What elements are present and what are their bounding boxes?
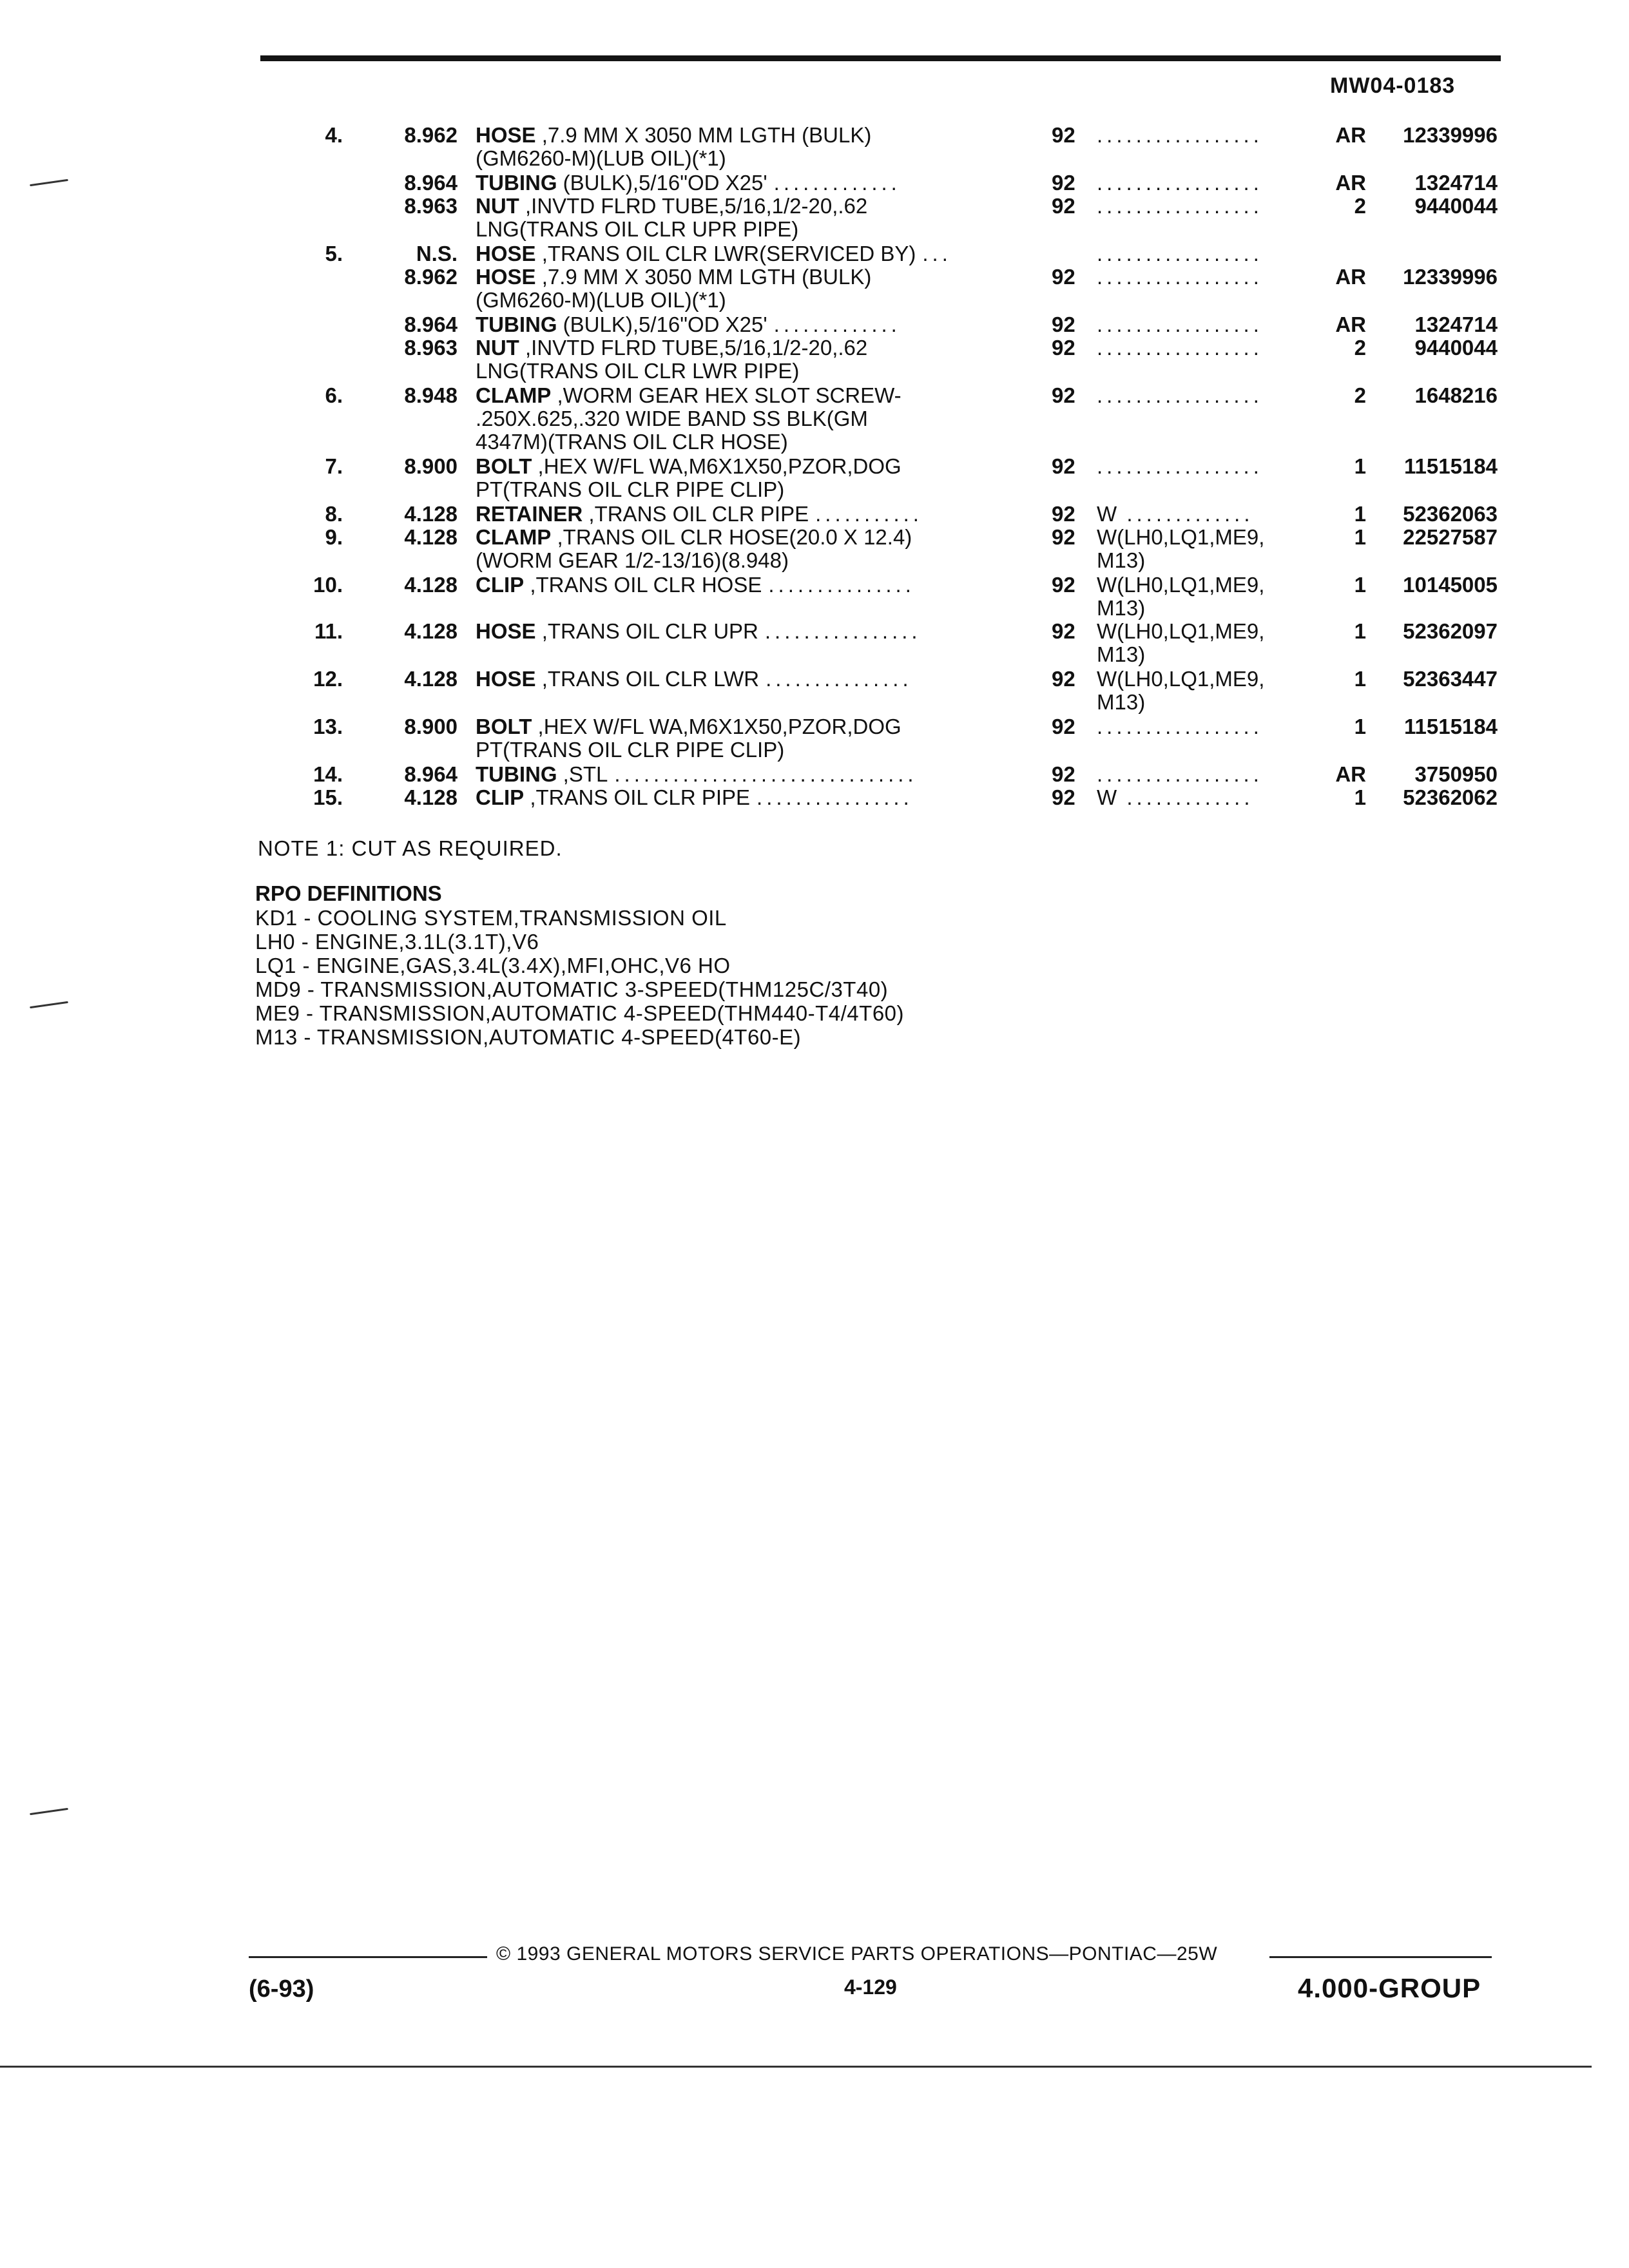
part-number: 9440044 bbox=[1414, 336, 1498, 360]
part-detail: ,TRANS OIL CLR PIPE bbox=[583, 502, 809, 526]
item-number: 9. bbox=[325, 525, 343, 549]
part-name: CLAMP bbox=[476, 383, 552, 407]
dot-leader: ................. bbox=[1097, 454, 1263, 478]
part-description bbox=[476, 737, 1001, 763]
application bbox=[1097, 642, 1309, 668]
part-detail: PT(TRANS OIL CLR PIPE CLIP) bbox=[476, 738, 785, 762]
group-number: 8.964 bbox=[404, 171, 458, 195]
group-number: 4.128 bbox=[404, 525, 458, 549]
item-number: 10. bbox=[313, 573, 343, 597]
model-year: 92 bbox=[1052, 123, 1075, 147]
part-description bbox=[476, 241, 1001, 267]
part-description bbox=[476, 122, 1001, 148]
part-detail: (WORM GEAR 1/2-13/16)(8.948) bbox=[476, 548, 789, 572]
group-number: 8.964 bbox=[404, 762, 458, 786]
application-code: W bbox=[1097, 785, 1117, 809]
part-name: TUBING bbox=[476, 312, 557, 336]
dot-leader: ............... bbox=[766, 667, 912, 691]
application bbox=[1097, 312, 1309, 338]
bottom-rule bbox=[0, 2066, 1592, 2068]
quantity: AR bbox=[1335, 762, 1366, 786]
model-year: 92 bbox=[1052, 336, 1075, 360]
part-description bbox=[476, 383, 1001, 408]
quantity: 1 bbox=[1354, 573, 1366, 597]
application-code: M13) bbox=[1097, 596, 1146, 620]
part-row bbox=[0, 595, 1629, 621]
part-description bbox=[476, 312, 1001, 338]
part-name: BOLT bbox=[476, 715, 532, 738]
part-row bbox=[0, 406, 1629, 432]
part-description bbox=[476, 335, 1001, 361]
part-detail: LNG(TRANS OIL CLR LWR PIPE) bbox=[476, 359, 800, 383]
part-description bbox=[476, 642, 1001, 668]
part-detail: ,STL bbox=[557, 762, 608, 786]
rpo-definition: ME9 - TRANSMISSION,AUTOMATIC 4-SPEED(THM440-T4/4T60) bbox=[255, 1001, 905, 1025]
part-number: 12339996 bbox=[1403, 123, 1498, 147]
application-code: M13) bbox=[1097, 642, 1146, 666]
quantity: 1 bbox=[1354, 525, 1366, 549]
part-number: 3750950 bbox=[1414, 762, 1498, 786]
part-number: 52362097 bbox=[1403, 619, 1498, 643]
rpo-definition: LQ1 - ENGINE,GAS,3.4L(3.4X),MFI,OHC,V6 HO bbox=[255, 954, 731, 977]
application bbox=[1097, 714, 1309, 740]
part-number: 11515184 bbox=[1403, 454, 1498, 478]
application bbox=[1097, 595, 1309, 621]
part-detail: (GM6260-M)(LUB OIL)(*1) bbox=[476, 288, 726, 312]
application bbox=[1097, 666, 1309, 692]
part-row bbox=[0, 737, 1629, 763]
part-description bbox=[476, 548, 1001, 573]
part-description bbox=[476, 287, 1001, 313]
part-detail: ,TRANS OIL CLR PIPE bbox=[524, 785, 751, 809]
model-year: 92 bbox=[1052, 715, 1075, 738]
part-row bbox=[0, 501, 1629, 527]
part-detail: ,HEX W/FL WA,M6X1X50,PZOR,DOG bbox=[532, 454, 901, 478]
quantity: 2 bbox=[1354, 383, 1366, 407]
dot-leader: ................. bbox=[1097, 312, 1263, 336]
part-description bbox=[476, 406, 1001, 432]
rpo-definition: M13 - TRANSMISSION,AUTOMATIC 4-SPEED(4T60-E) bbox=[255, 1025, 802, 1049]
item-number: 4. bbox=[325, 123, 343, 147]
quantity: 1 bbox=[1354, 785, 1366, 809]
dot-leader: ................. bbox=[1097, 715, 1263, 738]
application bbox=[1097, 241, 1309, 267]
application-code: W(LH0,LQ1,ME9, bbox=[1097, 667, 1265, 691]
part-description bbox=[476, 501, 1001, 527]
quantity: AR bbox=[1335, 171, 1366, 195]
part-row bbox=[0, 193, 1629, 219]
dot-leader: ................. bbox=[1097, 762, 1263, 786]
application bbox=[1097, 122, 1309, 148]
part-number: 1324714 bbox=[1414, 171, 1498, 195]
part-name: HOSE bbox=[476, 242, 536, 265]
quantity: 2 bbox=[1354, 194, 1366, 218]
item-number: 7. bbox=[325, 454, 343, 478]
footer-group: 4.000-GROUP bbox=[1298, 1973, 1481, 2003]
application bbox=[1097, 689, 1309, 715]
part-detail: (BULK),5/16"OD X25' bbox=[557, 171, 767, 195]
application bbox=[1097, 572, 1309, 598]
group-number: 4.128 bbox=[404, 667, 458, 691]
group-number: 8.962 bbox=[404, 265, 458, 289]
quantity: 2 bbox=[1354, 336, 1366, 360]
part-detail: (GM6260-M)(LUB OIL)(*1) bbox=[476, 146, 726, 170]
part-name: CLIP bbox=[476, 785, 525, 809]
part-description bbox=[476, 264, 1001, 290]
quantity: AR bbox=[1335, 265, 1366, 289]
application bbox=[1097, 335, 1309, 361]
part-row bbox=[0, 241, 1629, 267]
model-year: 92 bbox=[1052, 383, 1075, 407]
quantity: AR bbox=[1335, 312, 1366, 336]
dot-leader: ........... bbox=[815, 502, 923, 526]
application bbox=[1097, 193, 1309, 219]
part-description bbox=[476, 170, 1001, 196]
part-name: CLIP bbox=[476, 573, 525, 597]
dot-leader: ................. bbox=[1097, 336, 1263, 360]
quantity: AR bbox=[1335, 123, 1366, 147]
application-code: W(LH0,LQ1,ME9, bbox=[1097, 573, 1265, 597]
dot-leader: ................. bbox=[1097, 171, 1263, 195]
group-number: 8.963 bbox=[404, 336, 458, 360]
part-detail: LNG(TRANS OIL CLR UPR PIPE) bbox=[476, 217, 799, 241]
group-number: 8.964 bbox=[404, 312, 458, 336]
part-description bbox=[476, 595, 1001, 621]
part-detail: .250X.625,.320 WIDE BAND SS BLK(GM bbox=[476, 407, 868, 430]
quantity: 1 bbox=[1354, 454, 1366, 478]
part-name: BOLT bbox=[476, 454, 532, 478]
part-number: 11515184 bbox=[1403, 715, 1498, 738]
part-number: 22527587 bbox=[1403, 525, 1498, 549]
application bbox=[1097, 619, 1309, 644]
group-number: 8.900 bbox=[404, 454, 458, 478]
dot-leader: ................. bbox=[1097, 383, 1263, 407]
part-row bbox=[0, 477, 1629, 503]
part-description bbox=[476, 572, 1001, 598]
part-detail: ,TRANS OIL CLR LWR(SERVICED BY) bbox=[535, 242, 916, 265]
top-rule bbox=[260, 55, 1501, 61]
model-year: 92 bbox=[1052, 194, 1075, 218]
part-number: 10145005 bbox=[1403, 573, 1498, 597]
item-number: 8. bbox=[325, 502, 343, 526]
part-row bbox=[0, 429, 1629, 455]
application bbox=[1097, 501, 1309, 527]
part-description bbox=[476, 429, 1001, 455]
part-description bbox=[476, 785, 1001, 811]
application bbox=[1097, 785, 1309, 811]
quantity: 1 bbox=[1354, 619, 1366, 643]
part-detail: ,7.9 MM X 3050 MM LGTH (BULK) bbox=[535, 123, 872, 147]
part-detail: PT(TRANS OIL CLR PIPE CLIP) bbox=[476, 477, 785, 501]
part-row bbox=[0, 335, 1629, 361]
part-row bbox=[0, 122, 1629, 148]
scan-mark bbox=[30, 1001, 68, 1008]
part-number: 52362063 bbox=[1403, 502, 1498, 526]
application bbox=[1097, 454, 1309, 479]
quantity: 1 bbox=[1354, 715, 1366, 738]
rpo-definition: LH0 - ENGINE,3.1L(3.1T),V6 bbox=[255, 930, 539, 954]
footer-rule-left bbox=[249, 1956, 487, 1958]
part-row bbox=[0, 762, 1629, 787]
part-name: TUBING bbox=[476, 762, 557, 786]
part-number: 9440044 bbox=[1414, 194, 1498, 218]
item-number: 13. bbox=[313, 715, 343, 738]
part-row bbox=[0, 714, 1629, 740]
part-name: TUBING bbox=[476, 171, 557, 195]
model-year: 92 bbox=[1052, 762, 1075, 786]
dot-leader: ... bbox=[922, 242, 952, 265]
item-number: 6. bbox=[325, 383, 343, 407]
dot-leader: ................. bbox=[1097, 123, 1263, 147]
dot-leader: ................ bbox=[757, 785, 913, 809]
application-code: M13) bbox=[1097, 548, 1146, 572]
model-year: 92 bbox=[1052, 502, 1075, 526]
item-number: 11. bbox=[314, 619, 343, 643]
application-code: W(LH0,LQ1,ME9, bbox=[1097, 525, 1265, 549]
application bbox=[1097, 762, 1309, 787]
part-name: CLAMP bbox=[476, 525, 552, 549]
part-row bbox=[0, 287, 1629, 313]
group-number: 4.128 bbox=[404, 502, 458, 526]
part-detail: ,TRANS OIL CLR UPR bbox=[535, 619, 758, 643]
part-detail: ,INVTD FLRD TUBE,5/16,1/2-20,.62 bbox=[519, 336, 868, 360]
part-row bbox=[0, 264, 1629, 290]
part-detail: ,WORM GEAR HEX SLOT SCREW- bbox=[551, 383, 901, 407]
part-number: 1648216 bbox=[1414, 383, 1498, 407]
dot-leader: ................. bbox=[1097, 242, 1263, 265]
item-number: 15. bbox=[313, 785, 343, 809]
part-number: 12339996 bbox=[1403, 265, 1498, 289]
part-row bbox=[0, 312, 1629, 338]
dot-leader: ................ bbox=[764, 619, 921, 643]
application bbox=[1097, 548, 1309, 573]
group-number: 4.128 bbox=[404, 619, 458, 643]
model-year: 92 bbox=[1052, 312, 1075, 336]
application bbox=[1097, 264, 1309, 290]
part-row bbox=[0, 146, 1629, 171]
model-year: 92 bbox=[1052, 785, 1075, 809]
part-number: 52363447 bbox=[1403, 667, 1498, 691]
footnote: NOTE 1: CUT AS REQUIRED. bbox=[258, 836, 563, 860]
item-number: 14. bbox=[313, 762, 343, 786]
part-detail: (BULK),5/16"OD X25' bbox=[557, 312, 767, 336]
part-name: HOSE bbox=[476, 265, 536, 289]
part-description bbox=[476, 454, 1001, 479]
part-row bbox=[0, 454, 1629, 479]
part-row bbox=[0, 548, 1629, 573]
part-description bbox=[476, 216, 1001, 242]
part-name: HOSE bbox=[476, 619, 536, 643]
rpo-definition: MD9 - TRANSMISSION,AUTOMATIC 3-SPEED(THM125C/3T40) bbox=[255, 977, 889, 1001]
model-year: 92 bbox=[1052, 171, 1075, 195]
part-row bbox=[0, 785, 1629, 811]
scan-mark bbox=[30, 1808, 68, 1815]
document-id: MW04-0183 bbox=[1330, 73, 1456, 98]
part-detail: ,TRANS OIL CLR HOSE(20.0 X 12.4) bbox=[551, 525, 912, 549]
footer-rule-right bbox=[1269, 1956, 1492, 1958]
part-row bbox=[0, 572, 1629, 598]
part-detail: ,TRANS OIL CLR LWR bbox=[535, 667, 760, 691]
quantity: 1 bbox=[1354, 667, 1366, 691]
model-year: 92 bbox=[1052, 573, 1075, 597]
rpo-definition: KD1 - COOLING SYSTEM,TRANSMISSION OIL bbox=[255, 906, 727, 930]
item-number: 5. bbox=[325, 242, 343, 265]
part-detail: ,INVTD FLRD TUBE,5/16,1/2-20,.62 bbox=[519, 194, 868, 218]
part-description bbox=[476, 689, 1001, 715]
footer-copyright: © 1993 GENERAL MOTORS SERVICE PARTS OPERATIONS—PONTIAC—25W bbox=[496, 1943, 1218, 1965]
item-number: 12. bbox=[313, 667, 343, 691]
rpo-definitions-title: RPO DEFINITIONS bbox=[255, 881, 442, 905]
application-code: W(LH0,LQ1,ME9, bbox=[1097, 619, 1265, 643]
part-row bbox=[0, 642, 1629, 668]
part-name: HOSE bbox=[476, 667, 536, 691]
part-description bbox=[476, 477, 1001, 503]
part-row bbox=[0, 689, 1629, 715]
dot-leader: ............. bbox=[1117, 502, 1254, 526]
group-number: 4.128 bbox=[404, 785, 458, 809]
model-year: 92 bbox=[1052, 619, 1075, 643]
part-row bbox=[0, 619, 1629, 644]
part-description bbox=[476, 193, 1001, 219]
model-year: 92 bbox=[1052, 667, 1075, 691]
application bbox=[1097, 383, 1309, 408]
part-number: 1324714 bbox=[1414, 312, 1498, 336]
part-row bbox=[0, 666, 1629, 692]
part-detail: 4347M)(TRANS OIL CLR HOSE) bbox=[476, 430, 788, 454]
group-number: 8.900 bbox=[404, 715, 458, 738]
dot-leader: ............. bbox=[1117, 785, 1254, 809]
part-number: 52362062 bbox=[1403, 785, 1498, 809]
model-year: 92 bbox=[1052, 265, 1075, 289]
model-year: 92 bbox=[1052, 454, 1075, 478]
part-description bbox=[476, 358, 1001, 384]
group-number: 4.128 bbox=[404, 573, 458, 597]
part-detail: ,HEX W/FL WA,M6X1X50,PZOR,DOG bbox=[532, 715, 901, 738]
dot-leader: ............... bbox=[768, 573, 915, 597]
part-description bbox=[476, 714, 1001, 740]
part-detail: ,TRANS OIL CLR HOSE bbox=[524, 573, 762, 597]
group-number: 8.948 bbox=[404, 383, 458, 407]
part-detail: ,7.9 MM X 3050 MM LGTH (BULK) bbox=[535, 265, 872, 289]
group-number: 8.963 bbox=[404, 194, 458, 218]
part-row bbox=[0, 170, 1629, 196]
part-description bbox=[476, 666, 1001, 692]
part-description bbox=[476, 619, 1001, 644]
part-name: NUT bbox=[476, 336, 519, 360]
part-description bbox=[476, 524, 1001, 550]
page-number: 4-129 bbox=[844, 1975, 897, 1999]
application bbox=[1097, 524, 1309, 550]
part-row bbox=[0, 383, 1629, 408]
part-name: HOSE bbox=[476, 123, 536, 147]
application bbox=[1097, 170, 1309, 196]
dot-leader: ............. bbox=[773, 312, 901, 336]
footer-date: (6-93) bbox=[249, 1975, 314, 2003]
part-name: RETAINER bbox=[476, 502, 583, 526]
group-number: N.S. bbox=[416, 242, 458, 265]
part-row bbox=[0, 216, 1629, 242]
dot-leader: ................. bbox=[1097, 194, 1263, 218]
application-code: M13) bbox=[1097, 690, 1146, 714]
part-row bbox=[0, 358, 1629, 384]
part-description bbox=[476, 762, 1001, 787]
dot-leader: ............................... bbox=[614, 762, 918, 786]
quantity: 1 bbox=[1354, 502, 1366, 526]
dot-leader: ............. bbox=[773, 171, 901, 195]
group-number: 8.962 bbox=[404, 123, 458, 147]
model-year: 92 bbox=[1052, 525, 1075, 549]
part-row bbox=[0, 524, 1629, 550]
application-code: W bbox=[1097, 502, 1117, 526]
dot-leader: ................. bbox=[1097, 265, 1263, 289]
part-name: NUT bbox=[476, 194, 519, 218]
part-description bbox=[476, 146, 1001, 171]
